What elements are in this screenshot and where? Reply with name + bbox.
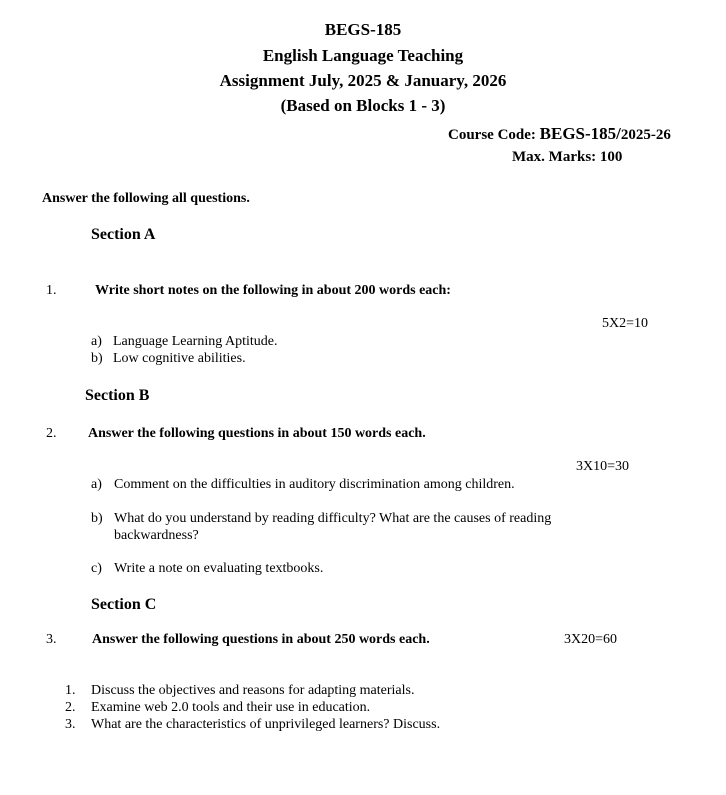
list-item	[91, 561, 324, 577]
question-3-text: Answer the following questions in about 250 words each.	[92, 632, 430, 647]
blocks-heading: (Based on Blocks 1 - 3)	[280, 96, 446, 115]
list-item	[91, 334, 278, 350]
question-3-marks: 3X20=60	[564, 632, 618, 647]
list-item	[65, 700, 371, 716]
list-marker: 3.	[65, 717, 76, 732]
list-text-line-1: What do you understand by reading difficulty? What are the causes of reading	[114, 511, 552, 526]
question-2-number: 2.	[46, 426, 57, 441]
list-marker: b)	[91, 511, 103, 526]
question-1-text: Write short notes on the following in about 200 words each:	[95, 283, 451, 298]
general-instruction: Answer the following all questions.	[42, 191, 250, 206]
section-b-title: Section B	[85, 387, 150, 404]
course-code-main: BEGS-185/	[539, 124, 621, 143]
list-marker: a)	[91, 477, 102, 492]
question-1-marks: 5X2=10	[602, 316, 649, 331]
question-1-number: 1.	[46, 283, 57, 298]
list-marker: 2.	[65, 700, 76, 715]
section-c-title: Section C	[91, 596, 157, 613]
section-a-title: Section A	[91, 226, 156, 243]
course-code-year: 2025-26	[620, 127, 671, 143]
course-code-label: Course Code:	[448, 127, 540, 143]
question-2-marks: 3X10=30	[576, 459, 630, 474]
list-text: Discuss the objectives and reasons for adapting materials.	[91, 683, 415, 698]
course-code	[448, 124, 671, 144]
list-item	[65, 717, 441, 733]
list-text: Low cognitive abilities.	[113, 351, 246, 366]
list-marker: c)	[91, 561, 102, 576]
subject-heading: English Language Teaching	[262, 46, 464, 65]
list-text: Comment on the difficulties in auditory discrimination among children.	[114, 477, 515, 492]
list-item	[65, 683, 415, 699]
session-heading: Assignment July, 2025 & January, 2026	[219, 71, 507, 90]
question-2-text: Answer the following questions in about 150 words each.	[88, 426, 426, 441]
list-text-line-2: backwardness?	[114, 528, 199, 543]
assignment-code-heading: BEGS-185	[324, 20, 402, 39]
list-marker: 1.	[65, 683, 76, 698]
list-item	[91, 477, 515, 493]
list-text: What are the characteristics of unprivileged learners? Discuss.	[91, 717, 441, 732]
list-marker: b)	[91, 351, 103, 366]
list-marker: a)	[91, 334, 102, 349]
list-text: Examine web 2.0 tools and their use in education.	[91, 700, 371, 715]
list-item	[91, 351, 246, 367]
list-text: Write a note on evaluating textbooks.	[114, 561, 324, 576]
list-text: Language Learning Aptitude.	[113, 334, 278, 349]
list-item	[91, 511, 552, 527]
question-3-number: 3.	[46, 632, 57, 647]
max-marks: Max. Marks: 100	[512, 149, 623, 165]
